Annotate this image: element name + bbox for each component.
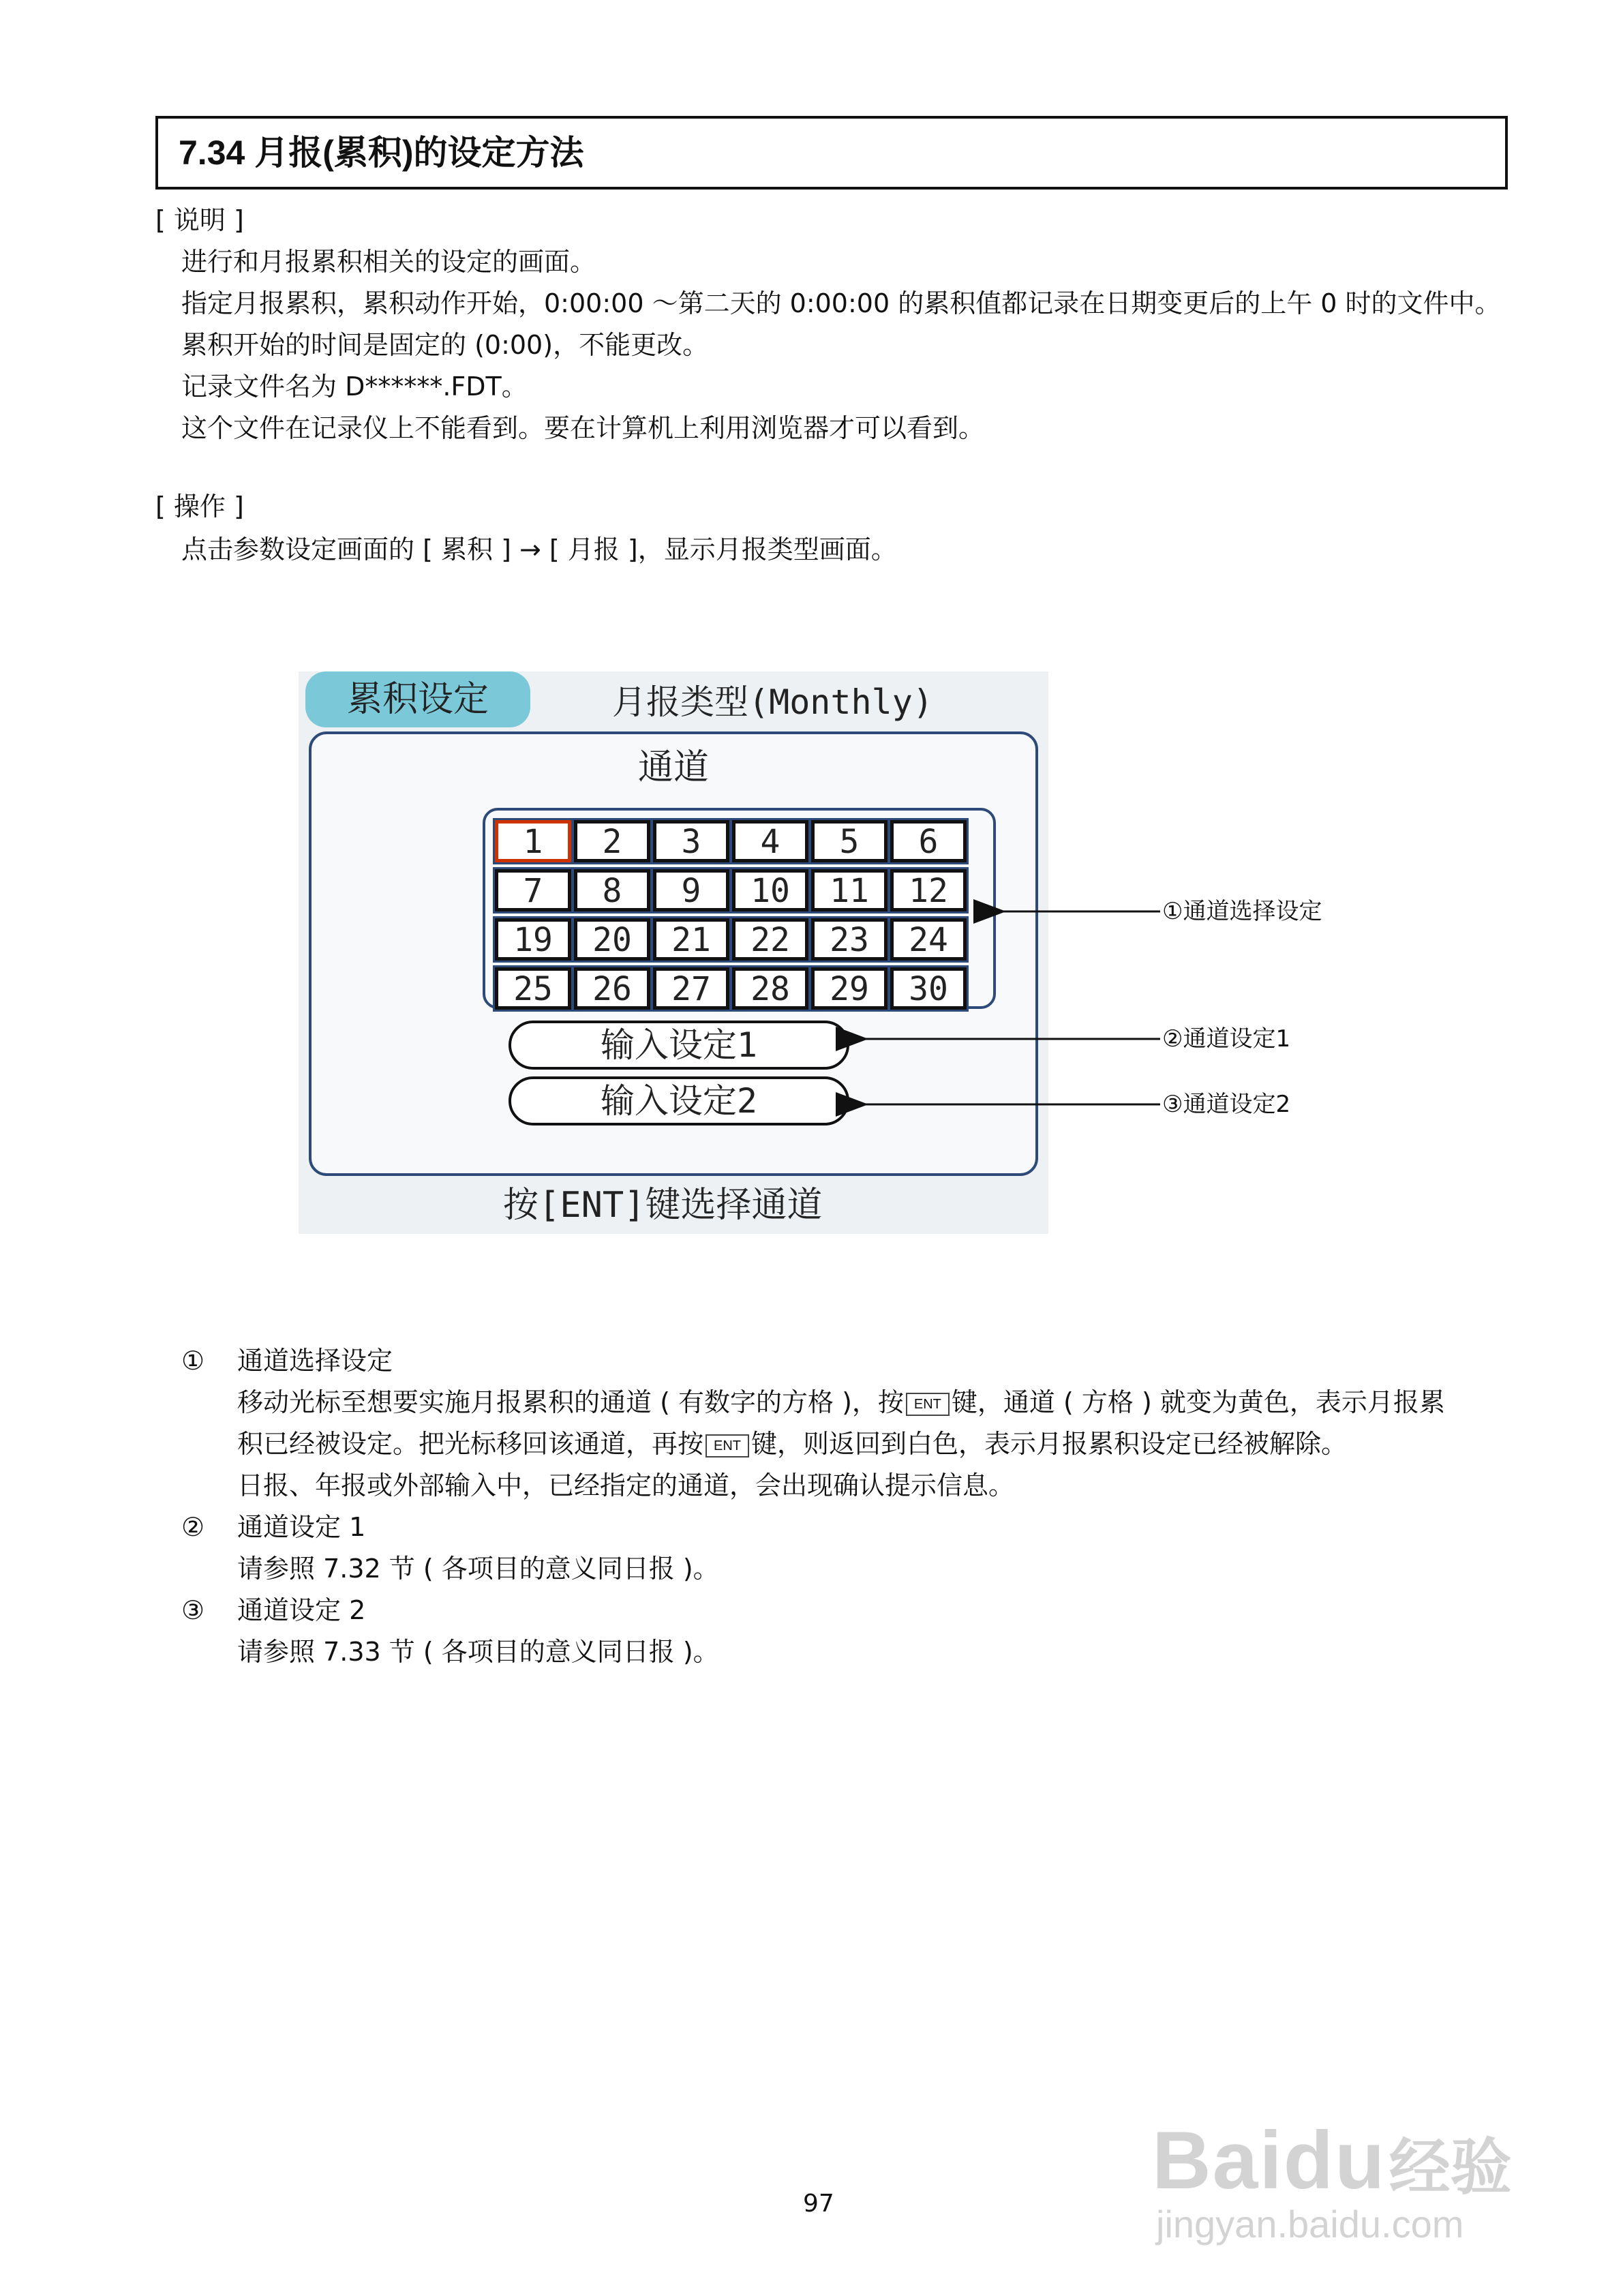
watermark-brand: Baidu xyxy=(1152,2115,1386,2206)
channel-cell-6[interactable]: 6 xyxy=(890,820,967,862)
channel-cell-28[interactable]: 28 xyxy=(732,967,808,1010)
note-3-number: ③ xyxy=(181,1595,205,1625)
watermark-product: 经验 xyxy=(1389,2134,1512,2202)
page-number: 97 xyxy=(803,2190,834,2218)
channel-cell-12[interactable]: 12 xyxy=(890,869,967,911)
channel-cell-4[interactable]: 4 xyxy=(732,820,808,862)
callout-channel-select: ①通道选择设定 xyxy=(1162,898,1322,925)
description-line-4: 记录文件名为 D******.FDT。 xyxy=(181,372,528,402)
callout-channel-setting-2: ③通道设定2 xyxy=(1162,1091,1291,1118)
channel-cell-11[interactable]: 11 xyxy=(811,869,888,911)
channel-cell-20[interactable]: 20 xyxy=(574,918,650,961)
channel-label: 通道 xyxy=(638,747,710,788)
description-line-5: 这个文件在记录仪上不能看到。要在计算机上利用浏览器才可以看到。 xyxy=(181,413,985,443)
operation-line: 点击参数设定画面的 [ 累积 ] → [ 月报 ]，显示月报类型画面。 xyxy=(181,534,897,564)
accumulation-settings-tab[interactable]: 累积设定 xyxy=(305,671,530,727)
channel-cell-19[interactable]: 19 xyxy=(495,918,571,961)
note-1-line-3: 日报、年报或外部输入中，已经指定的通道，会出现确认提示信息。 xyxy=(237,1470,1015,1500)
watermark-url: jingyan.baidu.com xyxy=(1156,2203,1464,2246)
note-1-line-2-a: 积已经被设定。把光标移回该通道，再按 xyxy=(237,1429,704,1459)
note-1-line-1-b: 键，通道 ( 方格 ) 就变为黄色，表示月报累 xyxy=(951,1387,1445,1417)
channel-cell-24[interactable]: 24 xyxy=(890,918,967,961)
channel-cell-3[interactable]: 3 xyxy=(653,820,729,862)
channel-cell-21[interactable]: 21 xyxy=(653,918,729,961)
screen-title: 月报类型(Monthly) xyxy=(612,682,933,722)
channel-cell-2[interactable]: 2 xyxy=(574,820,650,862)
channel-cell-1[interactable]: 1 xyxy=(495,820,571,862)
channel-cell-26[interactable]: 26 xyxy=(574,967,650,1010)
channel-cell-23[interactable]: 23 xyxy=(811,918,888,961)
operation-heading: [ 操作 ] xyxy=(155,492,244,522)
note-1-number: ① xyxy=(181,1346,205,1376)
description-line-3: 累积开始的时间是固定的 (0:00)，不能更改。 xyxy=(181,330,709,360)
channel-cell-9[interactable]: 9 xyxy=(653,869,729,911)
note-3-body: 请参照 7.33 节 ( 各项目的意义同日报 )。 xyxy=(237,1637,719,1667)
description-line-1: 进行和月报累积相关的设定的画面。 xyxy=(181,247,596,277)
input-setting-1-button[interactable]: 输入设定1 xyxy=(509,1021,849,1070)
channel-cell-10[interactable]: 10 xyxy=(732,869,808,911)
channel-cell-29[interactable]: 29 xyxy=(811,967,888,1010)
note-1-line-1 xyxy=(237,1387,1445,1418)
section-title: 7.34 月报(累积)的设定方法 xyxy=(155,116,1508,190)
note-1-title: 通道选择设定 xyxy=(237,1346,393,1376)
channel-cell-30[interactable]: 30 xyxy=(890,967,967,1010)
note-1-line-1-a: 移动光标至想要实施月报累积的通道 ( 有数字的方格 )，按 xyxy=(237,1387,904,1417)
input-setting-2-button[interactable]: 输入设定2 xyxy=(509,1076,849,1126)
note-2-number: ② xyxy=(181,1512,205,1542)
description-line-2: 指定月报累积，累积动作开始，0:00:00 ～第二天的 0:00:00 的累积值都记录在日期变更后的上午 0 时的文件中。 xyxy=(181,288,1501,318)
channel-cell-5[interactable]: 5 xyxy=(811,820,888,862)
callout-channel-setting-1: ②通道设定1 xyxy=(1162,1025,1291,1053)
note-1-line-2-b: 键，则返回到白色，表示月报累积设定已经被解除。 xyxy=(751,1429,1348,1459)
ent-key-icon: ENT xyxy=(706,1434,749,1457)
channel-cell-27[interactable]: 27 xyxy=(653,967,729,1010)
description-heading: [ 说明 ] xyxy=(155,205,244,235)
channel-cell-7[interactable]: 7 xyxy=(495,869,571,911)
baidu-watermark xyxy=(1152,2113,1512,2246)
channel-cell-25[interactable]: 25 xyxy=(495,967,571,1010)
channel-cell-8[interactable]: 8 xyxy=(574,869,650,911)
note-3-title: 通道设定 2 xyxy=(237,1595,366,1625)
ent-key-icon: ENT xyxy=(906,1393,950,1416)
note-1-line-2 xyxy=(237,1428,1347,1460)
note-2-title: 通道设定 1 xyxy=(237,1512,366,1542)
ent-hint: 按[ENT]键选择通道 xyxy=(503,1185,823,1226)
note-2-body: 请参照 7.32 节 ( 各项目的意义同日报 )。 xyxy=(237,1554,719,1584)
channel-cell-22[interactable]: 22 xyxy=(732,918,808,961)
